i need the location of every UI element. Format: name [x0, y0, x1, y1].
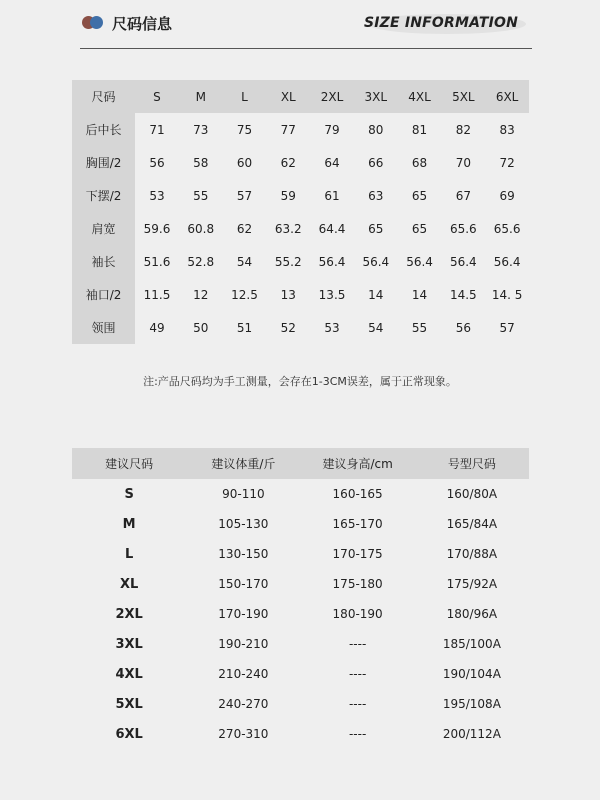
table-cell: 63.2 — [274, 221, 302, 236]
table-cell: 67 — [455, 188, 471, 203]
table-cell: 12 — [193, 287, 209, 302]
size-cell: 2XL — [115, 606, 143, 622]
fit-code-cell: 160/80A — [446, 487, 498, 501]
weight-cell: 105-130 — [218, 517, 269, 531]
table-row — [72, 146, 529, 179]
table-row — [72, 311, 529, 344]
table-cell: 69 — [499, 188, 515, 203]
table-cell: 65 — [411, 221, 428, 236]
table-row — [72, 509, 529, 539]
table-cell: 62 — [280, 155, 296, 170]
table-cell: 14.5 — [449, 287, 477, 302]
table-cell: 64 — [324, 155, 340, 170]
table-cell: 68 — [411, 155, 428, 170]
height-cell: 160-165 — [332, 487, 383, 501]
size-measurement-table — [72, 80, 529, 344]
column-header: 建议尺码 — [72, 448, 186, 479]
weight-cell: 240-270 — [218, 697, 269, 711]
fit-code-cell: 170/88A — [446, 547, 498, 561]
table-cell: 58 — [193, 155, 209, 170]
fit-code-cell: 190/104A — [442, 667, 501, 681]
table-cell: 82 — [455, 122, 471, 137]
size-cell: L — [124, 546, 134, 562]
table-cell: 55 — [411, 320, 428, 335]
fit-code-cell: 200/112A — [442, 727, 501, 741]
height-cell: ---- — [348, 697, 367, 711]
weight-cell: 150-170 — [218, 577, 269, 591]
table-cell: 70 — [455, 155, 471, 170]
table-cell: 57 — [499, 320, 515, 335]
table-cell: 55 — [193, 188, 209, 203]
table-cell: 75 — [236, 122, 253, 137]
size-cell: 6XL — [115, 726, 143, 742]
table-row — [72, 599, 529, 629]
size-cell: 5XL — [115, 696, 143, 712]
height-cell: 165-170 — [332, 517, 383, 531]
table-cell: 56.4 — [449, 254, 477, 269]
size-recommendation-table — [72, 448, 529, 749]
weight-cell: 170-190 — [218, 607, 269, 621]
table-row — [72, 659, 529, 689]
table-cell: 62 — [236, 221, 253, 236]
height-cell: ---- — [348, 667, 367, 681]
size-column-header: 4XL — [398, 80, 442, 113]
table-cell: 60 — [236, 155, 253, 170]
table-cell: 77 — [280, 122, 296, 137]
size-column-header: M — [179, 80, 223, 113]
table-cell: 56.4 — [362, 254, 390, 269]
table-cell: 80 — [368, 122, 384, 137]
table-cell: 14 — [411, 287, 428, 302]
height-cell: 175-180 — [332, 577, 383, 591]
table-row — [72, 179, 529, 212]
table-row — [72, 629, 529, 659]
table-cell: 71 — [149, 122, 165, 137]
table-cell: 50 — [193, 320, 209, 335]
table-cell: 53 — [324, 320, 340, 335]
weight-cell: 190-210 — [218, 637, 269, 651]
column-header: 建议身高/cm — [301, 448, 415, 479]
weight-cell: 130-150 — [218, 547, 269, 561]
fit-code-cell: 195/108A — [442, 697, 501, 711]
table-cell: 52.8 — [187, 254, 215, 269]
table-cell: 14 — [368, 287, 384, 302]
table-cell: 56.4 — [406, 254, 433, 269]
fit-code-cell: 175/92A — [446, 577, 498, 591]
recommend-table-header-row — [72, 448, 529, 479]
table-cell: 14. 5 — [491, 287, 523, 302]
table-cell: 65 — [368, 221, 384, 236]
table-cell: 64.4 — [318, 221, 346, 236]
row-label: 胸围/2 — [72, 146, 135, 179]
title-english: SIZE INFORMATION — [363, 15, 518, 31]
size-column-header: 6XL — [485, 80, 529, 113]
size-table-header-row — [72, 80, 529, 113]
fit-code-cell: 165/84A — [446, 517, 498, 531]
size-cell: M — [122, 516, 136, 532]
table-cell: 56 — [455, 320, 471, 335]
height-cell: ---- — [348, 637, 367, 651]
column-header: 号型尺码 — [415, 448, 529, 479]
table-cell: 49 — [149, 320, 165, 335]
table-cell: 73 — [193, 122, 209, 137]
table-row — [72, 278, 529, 311]
size-cell: 3XL — [115, 636, 143, 652]
table-cell: 56.4 — [318, 254, 346, 269]
table-row — [72, 719, 529, 749]
size-column-header: XL — [266, 80, 310, 113]
table-cell: 72 — [499, 155, 515, 170]
height-cell: 170-175 — [332, 547, 383, 561]
table-cell: 59.6 — [143, 221, 171, 236]
table-cell: 60.8 — [187, 221, 215, 236]
title-english-badge — [362, 10, 532, 36]
row-label: 下摆/2 — [72, 179, 135, 212]
table-cell: 52 — [280, 320, 296, 335]
table-cell: 56 — [149, 155, 165, 170]
page-header — [80, 10, 532, 48]
column-header: 建议体重/斤 — [186, 448, 300, 479]
title-chinese: 尺码信息 — [112, 15, 173, 33]
table-cell: 54 — [368, 320, 384, 335]
table-row — [72, 212, 529, 245]
table-cell: 13.5 — [318, 287, 346, 302]
size-column-header: S — [135, 80, 179, 113]
size-cell: S — [124, 486, 134, 502]
size-table-corner: 尺码 — [72, 80, 135, 113]
row-label: 袖长 — [72, 245, 135, 278]
size-column-header: L — [223, 80, 267, 113]
weight-cell: 270-310 — [218, 727, 269, 741]
height-cell: ---- — [348, 727, 367, 741]
blue-dot-icon — [90, 16, 103, 29]
table-row — [72, 479, 529, 509]
measurement-note: 注:产品尺码均为手工测量，会存在1-3CM误差，属于正常现象。 — [143, 375, 457, 388]
size-column-header: 2XL — [310, 80, 354, 113]
table-cell: 12.5 — [231, 287, 258, 302]
table-cell: 59 — [280, 188, 296, 203]
table-cell: 56.4 — [493, 254, 521, 269]
table-row — [72, 539, 529, 569]
table-cell: 65.6 — [449, 221, 477, 236]
weight-cell: 210-240 — [218, 667, 269, 681]
row-label: 后中长 — [72, 113, 135, 146]
fit-code-cell: 185/100A — [442, 637, 501, 651]
table-cell: 13 — [280, 287, 296, 302]
table-cell: 81 — [411, 122, 428, 137]
size-cell: XL — [119, 576, 139, 592]
table-cell: 57 — [236, 188, 253, 203]
table-cell: 66 — [368, 155, 384, 170]
table-cell: 55.2 — [274, 254, 302, 269]
row-label: 袖口/2 — [72, 278, 135, 311]
height-cell: 180-190 — [332, 607, 383, 621]
table-row — [72, 113, 529, 146]
table-cell: 65 — [411, 188, 428, 203]
table-cell: 79 — [324, 122, 340, 137]
table-cell: 51 — [236, 320, 253, 335]
size-column-header: 5XL — [441, 80, 485, 113]
table-cell: 61 — [324, 188, 340, 203]
size-column-header: 3XL — [354, 80, 398, 113]
header-divider — [80, 48, 532, 49]
table-cell: 51.6 — [143, 254, 171, 269]
table-row — [72, 689, 529, 719]
fit-code-cell: 180/96A — [446, 607, 498, 621]
table-cell: 65.6 — [493, 221, 521, 236]
size-cell: 4XL — [115, 666, 143, 682]
row-label: 领围 — [72, 311, 135, 344]
table-cell: 83 — [499, 122, 515, 137]
table-cell: 54 — [236, 254, 253, 269]
table-row — [72, 245, 529, 278]
table-row — [72, 569, 529, 599]
row-label: 肩宽 — [72, 212, 135, 245]
table-cell: 63 — [368, 188, 384, 203]
table-cell: 11.5 — [143, 287, 171, 302]
weight-cell: 90-110 — [222, 487, 265, 501]
table-cell: 53 — [149, 188, 165, 203]
